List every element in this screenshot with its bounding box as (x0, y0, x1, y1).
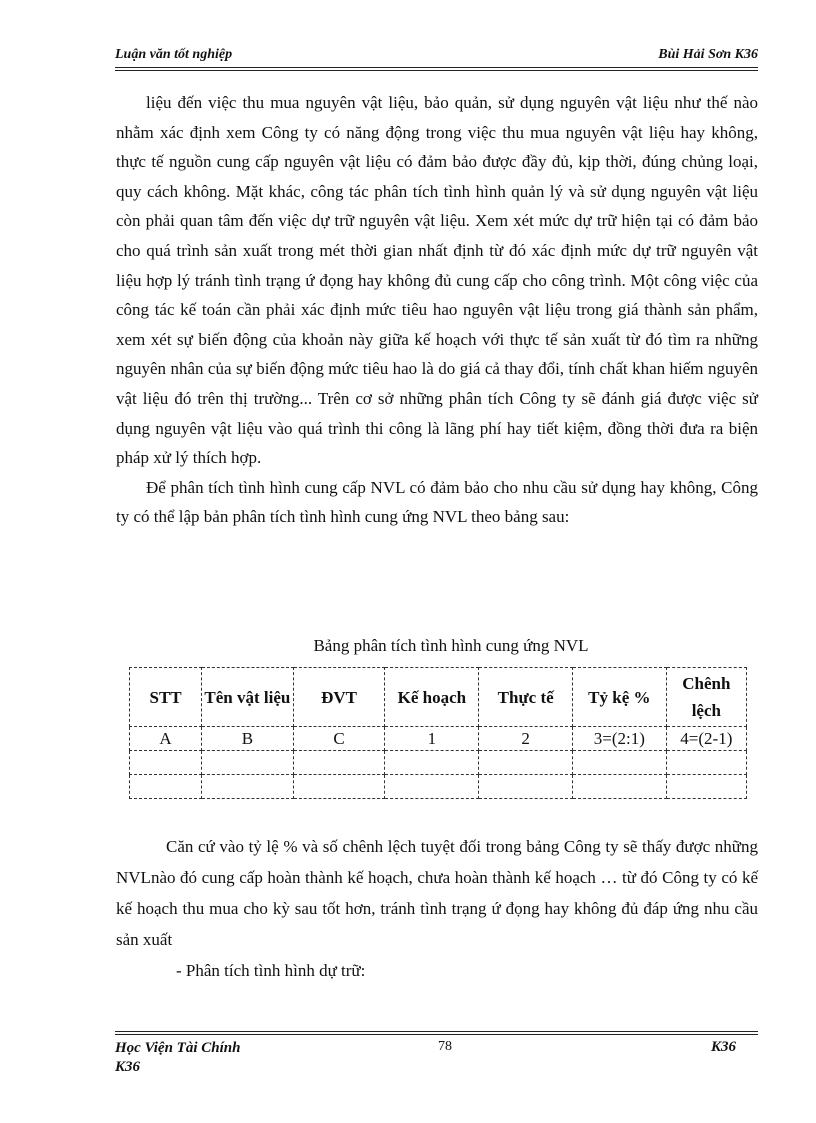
footer-institution (115, 1039, 240, 1077)
table-cell (479, 751, 573, 775)
body-text-continued (116, 831, 758, 986)
header-author: Bùi Hải Sơn K36 (658, 47, 758, 62)
col-header-material-name: Tên vật liệu (202, 668, 294, 727)
table-cell: 4=(2-1) (666, 727, 746, 751)
table-row (130, 775, 747, 799)
body-text (116, 88, 758, 532)
table-cell: A (130, 727, 202, 751)
paragraph-3: Căn cứ vào tỷ lệ % và số chênh lệch tuyệt đối trong bảng Công ty sẽ thấy được những NVLnào đó cung cấp hoàn thành kế hoạch, chưa hoàn thành kế hoạch … từ đó Công ty có kế kế hoạch thu mua cho kỳ sau tốt hơn, tránh tình trạng ứ đọng hay không đủ đáp ứng nhu cầu sản xuất (116, 837, 758, 949)
table-cell: B (202, 727, 294, 751)
table-cell: C (293, 727, 385, 751)
page-number: 78 (438, 1039, 452, 1054)
table-cell (666, 775, 746, 799)
table-cell: 1 (385, 727, 479, 751)
footer-rule-bottom (115, 1034, 758, 1035)
table-row (130, 751, 747, 775)
table-cell (130, 775, 202, 799)
table-cell (130, 751, 202, 775)
col-header-plan: Kế hoạch (385, 668, 479, 727)
page-header (115, 47, 758, 63)
footer-institution-name: Học Viện Tài Chính (115, 1040, 241, 1056)
table-caption: Bảng phân tích tình hình cung ứng NVL (313, 636, 589, 655)
col-header-ratio: Tỷ kệ % (573, 668, 667, 727)
table-row (130, 727, 747, 751)
table-cell (385, 775, 479, 799)
table-cell (293, 751, 385, 775)
col-header-actual: Thực tế (479, 668, 573, 727)
table-cell (573, 775, 667, 799)
paragraph-1: liệu đến việc thu mua nguyên vật liệu, bảo quản, sử dụng nguyên vật liệu như thế nào nhằm xác định xem Công ty có năng động trong việc thu mua nguyên vật liệu hay không, thực tế nguồn cung cấp nguyên vật liệu có đảm bảo được đầy đủ, kịp thời, đúng chủng loại, quy cách không. Mặt khác, công tác phân tích tình hình quản lý và sử dụng nguyên vật liệu còn phải quan tâm đến việc dự trữ nguyên vật liệu. Xem xét mức dự trữ hiện tại có đảm bảo cho quá trình sản xuất trong mét thời gian nhất định từ đó xác định mức dự trữ nguyên vật liệu hợp lý tránh tình trạng ứ đọng hay không đủ cung cấp cho công trình. Một công việc của công tác kế toán cần phải xác định mức tiêu hao nguyên vật liệu trong giá thành sản phẩm, xem xét sự biến động của khoản này giữa kế hoạch với thực tế sản xuất từ đó tìm ra những nguyên nhân của sự biến động mức tiêu hao là do giá cả thay đổi, tính chất khan hiếm nguyên vật liệu đó trên thị trường... Trên cơ sở những phân tích Công ty sẽ đánh giá được việc sử dụng nguyên vật liệu vào quá trình thi công là lãng phí hay tiết kiệm, đồng thời đưa ra biện pháp xử lý thích hợp. (116, 93, 758, 468)
footer-class-code-right: K36 (710, 1039, 736, 1055)
table-cell: 3=(2:1) (573, 727, 667, 751)
footer-rule-top (115, 1031, 758, 1032)
table-cell (202, 775, 294, 799)
col-header-stt: STT (130, 668, 202, 727)
table-cell (385, 751, 479, 775)
supply-analysis-table (129, 667, 747, 799)
table-cell (479, 775, 573, 799)
header-thesis-title: Luận văn tốt nghiệp (115, 47, 233, 62)
table-cell (202, 751, 294, 775)
header-rule-bottom (115, 70, 758, 71)
table-cell: 2 (479, 727, 573, 751)
col-header-difference: Chênh lệch (666, 668, 746, 727)
table-cell (293, 775, 385, 799)
list-item-reserve-analysis: - Phân tích tình hình dự trữ: (176, 961, 366, 980)
table-header-row (130, 668, 747, 727)
header-rule-top (115, 67, 758, 68)
table-cell (573, 751, 667, 775)
col-header-unit: ĐVT (293, 668, 385, 727)
paragraph-2: Để phân tích tình hình cung cấp NVL có đảm bảo cho nhu cầu sử dụng hay không, Công ty có thể lập bản phân tích tình hình cung ứng NVL theo bảng sau: (116, 477, 758, 527)
footer-class-code: K36 (115, 1059, 141, 1075)
table-cell (666, 751, 746, 775)
